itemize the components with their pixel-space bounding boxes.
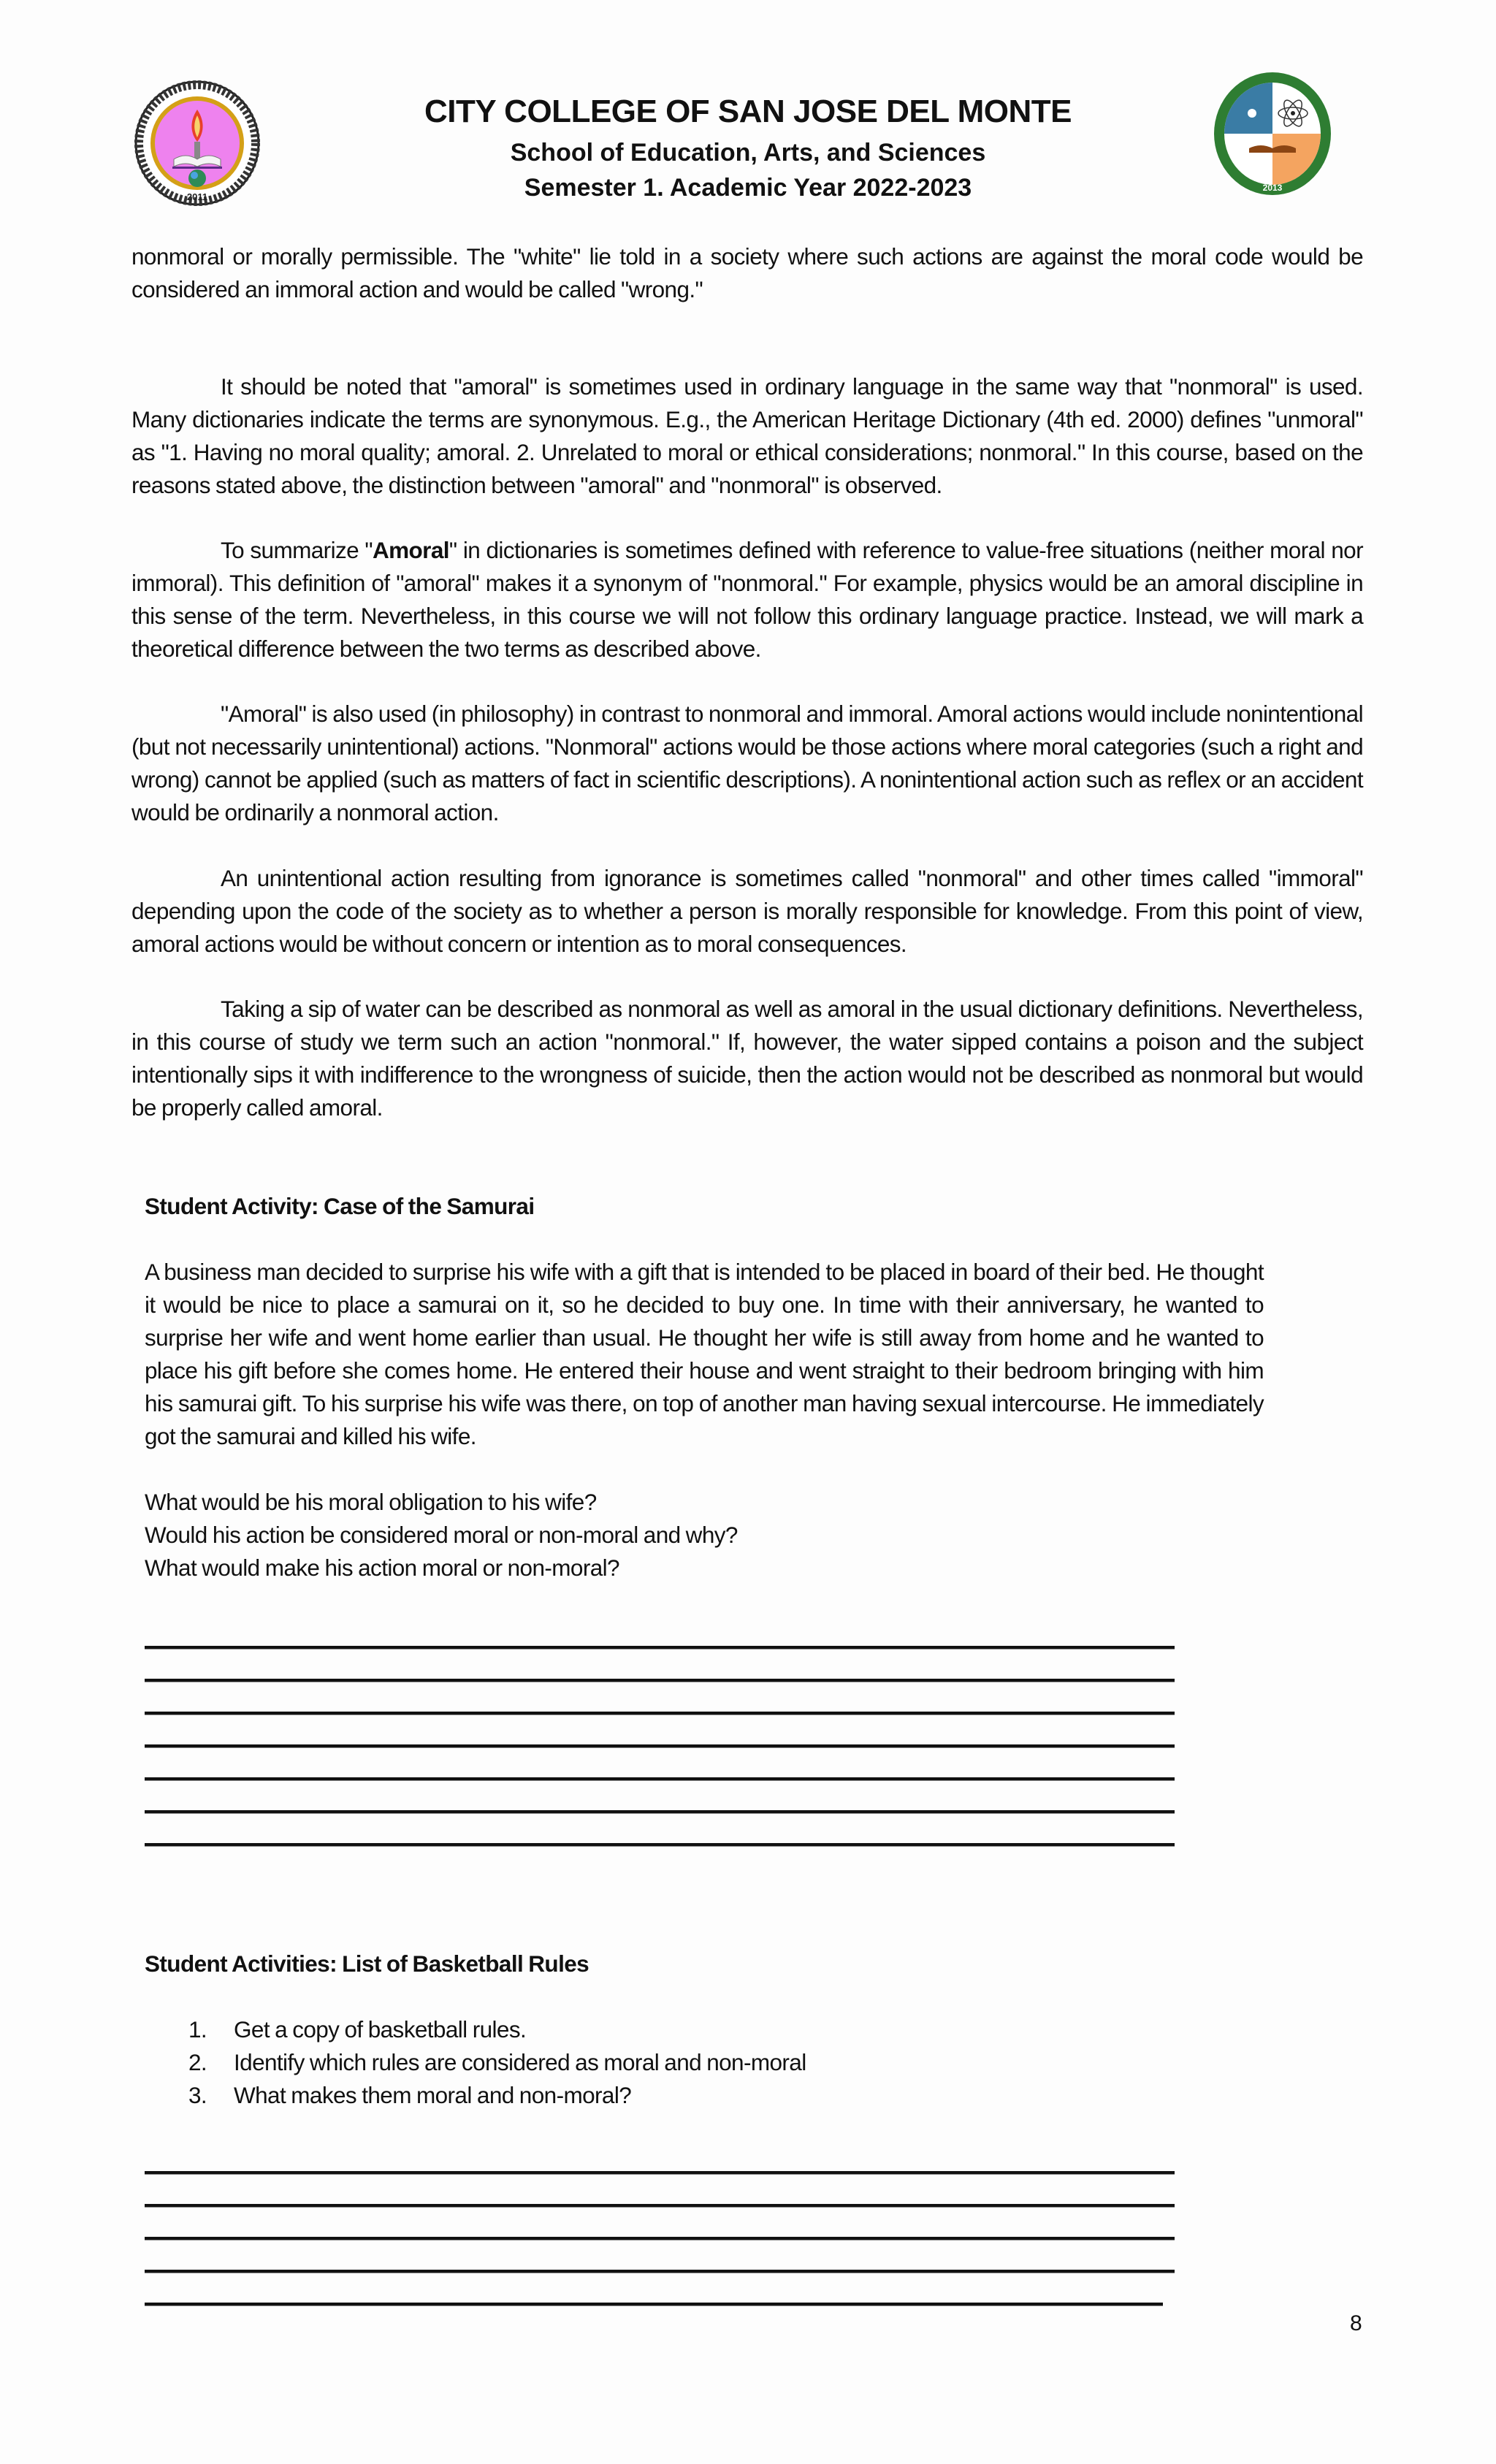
answer-lines-samurai — [145, 1646, 1175, 1876]
college-title: CITY COLLEGE OF SAN JOSE DEL MONTE — [424, 94, 1072, 129]
question-3: What would make his action moral or non-moral? — [145, 1555, 619, 1581]
activity-samurai-title: Student Activity: Case of the Samurai — [145, 1193, 535, 1219]
task-text: Identify which rules are considered as moral and non-moral — [234, 2049, 806, 2075]
paragraph-2-prefix: To summarize " — [221, 537, 373, 563]
paragraph-2 — [131, 534, 1363, 665]
paragraph-4-block — [131, 862, 1363, 961]
task-item — [145, 2046, 1264, 2079]
paragraph-continuation — [131, 240, 1363, 306]
task-number: 3. — [188, 2082, 207, 2108]
answer-line[interactable] — [145, 1810, 1175, 1814]
task-text: Get a copy of basketball rules. — [234, 2016, 527, 2042]
school-name: School of Education, Arts, and Sciences — [510, 139, 986, 167]
answer-line[interactable] — [145, 2171, 1175, 2175]
activity-samurai-story: A business man decided to surprise his wife with a gift that is intended to be placed in board of their bed. He thought it would be nice to place a samurai on it, so he decided to buy one. In time with their anniversary, he wanted to surprise her wife and went home earlier than usual. He thought her wife is still away from home and he wanted to place his gift before she comes home. He entered their house and went straight to their bedroom bringing with him his samurai gift. To his surprise his wife was there, on top of another man having sexual intercourse. He immediately got the samurai and killed his wife. — [145, 1259, 1264, 1449]
svg-text:2011: 2011 — [186, 191, 208, 202]
answer-line[interactable] — [145, 2204, 1175, 2208]
paragraph-2-block — [131, 534, 1363, 665]
task-item — [145, 2013, 1264, 2046]
answer-line[interactable] — [145, 1712, 1175, 1715]
page-number: 8 — [1350, 2311, 1362, 2335]
paragraph-3-block — [131, 698, 1363, 829]
task-text: What makes them moral and non-moral? — [234, 2082, 632, 2108]
answer-line[interactable] — [145, 1744, 1175, 1748]
paragraph-5: Taking a sip of water can be described as nonmoral as well as amoral in the usual dictionary definitions. Nevertheless, in this course of study we term such an action "nonmoral." If, however, the water sipped contains a poison and the subject intentionally sips it with indifference to the wrongness of suicide, then the action would not be described as nonmoral but would be properly called amoral. — [131, 996, 1363, 1121]
activity-basketball-title: Student Activities: List of Basketball Rules — [145, 1950, 589, 1977]
answer-lines-basketball — [145, 2171, 1175, 2335]
answer-line[interactable] — [145, 2303, 1163, 2306]
task-number: 2. — [188, 2049, 207, 2075]
svg-text:2013: 2013 — [1262, 183, 1283, 193]
semester-label: Semester 1. Academic Year 2022-2023 — [524, 174, 972, 202]
paragraph-0: nonmoral or morally permissible. The "white" lie told in a society where such actions are against the moral code would be considered an immoral action and would be called "wrong." — [131, 243, 1363, 302]
answer-line[interactable] — [145, 1646, 1175, 1649]
paragraph-1-block — [131, 370, 1363, 502]
answer-line[interactable] — [145, 1679, 1175, 1682]
answer-line[interactable] — [145, 2270, 1175, 2273]
paragraph-5-block — [131, 993, 1363, 1124]
paragraph-3: "Amoral" is also used (in philosophy) in contrast to nonmoral and immoral. Amoral actions would include nonintentional (but not necessarily unintentional) actions. "Nonmoral" actions would be those actions where moral categories (such a right and wrong) cannot be applied (such as matters of fact in scientific descriptions). A nonintentional action such as reflex or an accident would be ordinarily a nonmoral action. — [131, 701, 1363, 825]
activity-basketball — [145, 1948, 1264, 2112]
question-1: What would be his moral obligation to his wife? — [145, 1489, 597, 1515]
activity-samurai — [145, 1190, 1264, 1584]
answer-line[interactable] — [145, 2237, 1175, 2240]
answer-line[interactable] — [145, 1843, 1175, 1847]
task-item — [145, 2079, 1264, 2112]
amoral-bold-term: Amoral — [372, 537, 449, 563]
question-2: Would his action be considered moral or non-moral and why? — [145, 1522, 738, 1548]
paragraph-4: An unintentional action resulting from ignorance is sometimes called "nonmoral" and other times called "immoral" depending upon the code of the society as to whether a person is morally responsible for knowledge. From this point of view, amoral actions would be without concern or intention as to moral consequences. — [131, 865, 1363, 957]
task-number: 1. — [188, 2016, 207, 2042]
basketball-task-list — [145, 2013, 1264, 2112]
paragraph-1: It should be noted that "amoral" is sometimes used in ordinary language in the same way that "nonmoral" is used. Many dictionaries indicate the terms are synonymous. E.g., the American Heritage Dictionary (4th ed. 2000) defines "unmoral" as "1. Having no moral quality; amoral. 2. Unrelated to moral or ethical considerations; nonmoral." In this course, based on the reasons stated above, the distinction between "amoral" and "nonmoral" is observed. — [131, 373, 1363, 498]
answer-line[interactable] — [145, 1777, 1175, 1781]
paragraph-2-rest: " in dictionaries is sometimes defined with reference to value-free situations (neither moral nor immoral). This definition of "amoral" makes it a synonym of "nonmoral." For example, physics would be an amoral discipline in this sense of the term. Nevertheless, in this course we will not follow this ordinary language practice. Instead, we will mark a theoretical difference between the two terms as described above. — [131, 537, 1363, 662]
